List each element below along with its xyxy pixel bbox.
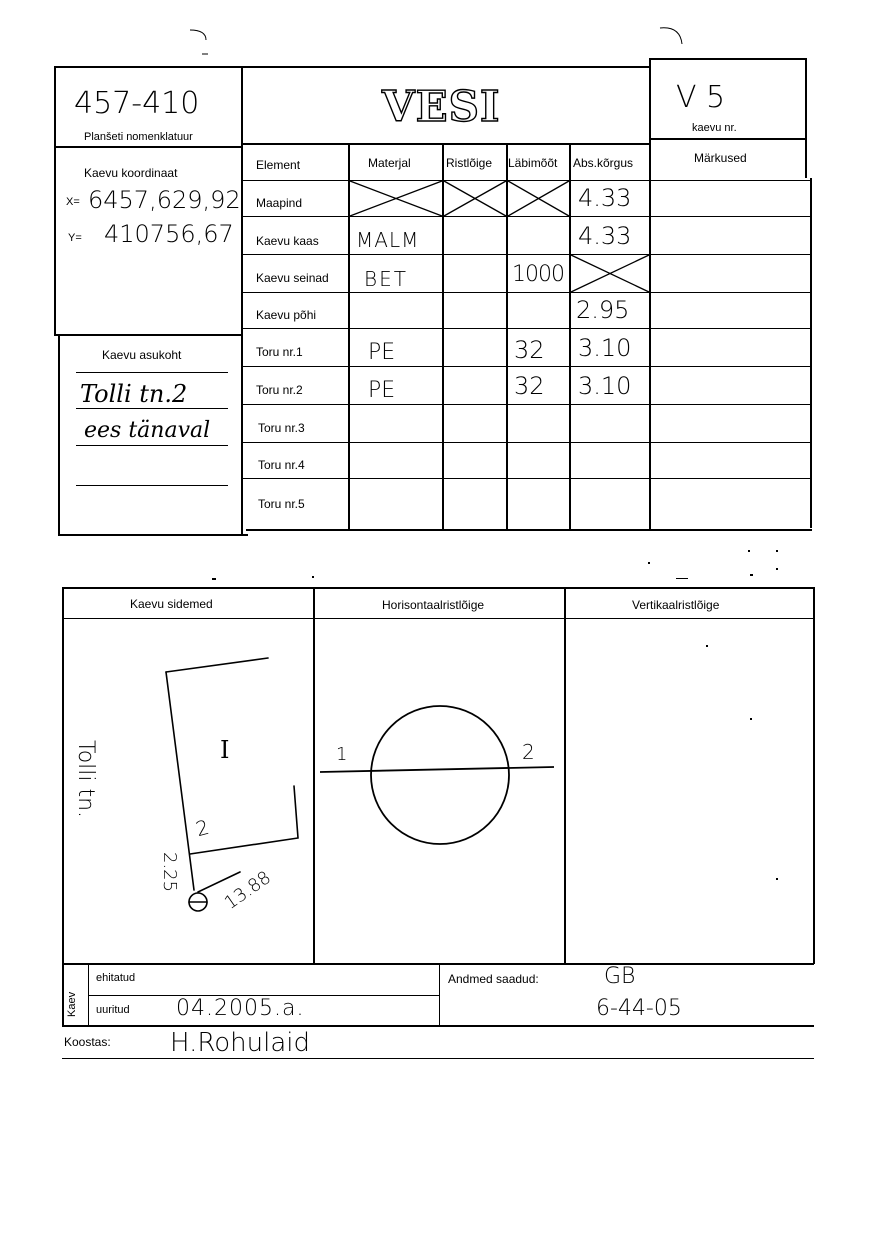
table-cell-material: BET — [364, 267, 408, 291]
pipe-1-label: 1 — [336, 744, 348, 765]
built-label: ehitatud — [96, 972, 136, 984]
y-prefix: Y= — [68, 232, 82, 244]
location-line1: Tolli tn.2 — [80, 380, 188, 408]
data-received-label: Andmed saadud: — [448, 972, 539, 986]
compiled-by-label: Koostas: — [64, 1035, 111, 1049]
table-cell-abs: 4.33 — [578, 184, 632, 212]
corner-label: 2 — [193, 814, 212, 842]
location-line2: ees tänaval — [84, 418, 211, 443]
table-row-label: Toru nr.3 — [258, 421, 305, 435]
data-received-date: 6-44-05 — [596, 996, 682, 1021]
col-header-cross-section: Ristlõige — [446, 156, 493, 170]
nomenclature-label: Planšeti nomenklatuur — [84, 131, 193, 143]
well-number-value: V 5 — [676, 80, 726, 115]
x-coordinate: 6457,629,92 — [88, 186, 241, 214]
table-cell-material: PE — [368, 378, 396, 403]
table-row-label: Toru nr.4 — [258, 458, 305, 472]
col-header-remarks: Märkused — [694, 151, 747, 165]
col-header-abs-height: Abs.kõrgus — [573, 156, 634, 170]
table-row-label: Kaevu kaas — [256, 234, 319, 248]
well-side-label: Kaev — [66, 991, 78, 1017]
table-cell-diameter: 32 — [514, 372, 545, 400]
distance-1-label: 2.25 — [159, 852, 180, 893]
table-cell-material: MALM — [356, 228, 420, 252]
data-received-source: GB — [604, 964, 636, 989]
table-cell-diameter: 32 — [514, 336, 545, 364]
coords-label: Kaevu koordinaat — [84, 166, 178, 180]
col-header-material: Materjal — [368, 156, 411, 170]
street-label: Tolli tn. — [73, 740, 98, 819]
distance-2-label: 13.88 — [220, 867, 275, 914]
vertical-section-header: Vertikaalristlõige — [632, 598, 720, 612]
nomenclature-value: 457-410 — [74, 86, 200, 121]
horizontal-section-header: Horisontaalristlõige — [382, 598, 485, 612]
col-header-element: Element — [256, 158, 301, 172]
table-cell-abs: 3.10 — [578, 334, 632, 362]
table-row-label: Kaevu seinad — [256, 271, 329, 285]
table-row-label: Kaevu põhi — [256, 308, 317, 322]
table-row-label: Toru nr.1 — [256, 345, 303, 359]
links-header: Kaevu sidemed — [130, 597, 213, 611]
surveyed-label: uuritud — [96, 1004, 130, 1016]
pipe-2-label: 2 — [522, 740, 535, 764]
x-prefix: X= — [66, 196, 80, 208]
surveyed-value: 04.2005.a. — [176, 996, 305, 1021]
table-cell-material: PE — [368, 340, 396, 365]
table-row-label: Toru nr.5 — [258, 497, 305, 511]
compiled-by-value: H.Rohulaid — [170, 1028, 311, 1058]
col-header-diameter: Läbimõõt — [508, 156, 558, 170]
table-row-label: Maapind — [256, 196, 303, 210]
table-cell-abs: 4.33 — [578, 222, 632, 250]
location-label: Kaevu asukoht — [102, 348, 182, 362]
building-label: I — [220, 736, 230, 764]
well-number-label: kaevu nr. — [692, 122, 737, 134]
page-title: VESI — [382, 82, 501, 131]
table-cell-abs: 3.10 — [578, 372, 632, 400]
table-cell-diameter: 1000 — [512, 262, 564, 287]
table-cell-abs: 2.95 — [576, 296, 630, 324]
y-coordinate: 410756,67 — [104, 220, 234, 248]
table-row-label: Toru nr.2 — [256, 383, 303, 397]
